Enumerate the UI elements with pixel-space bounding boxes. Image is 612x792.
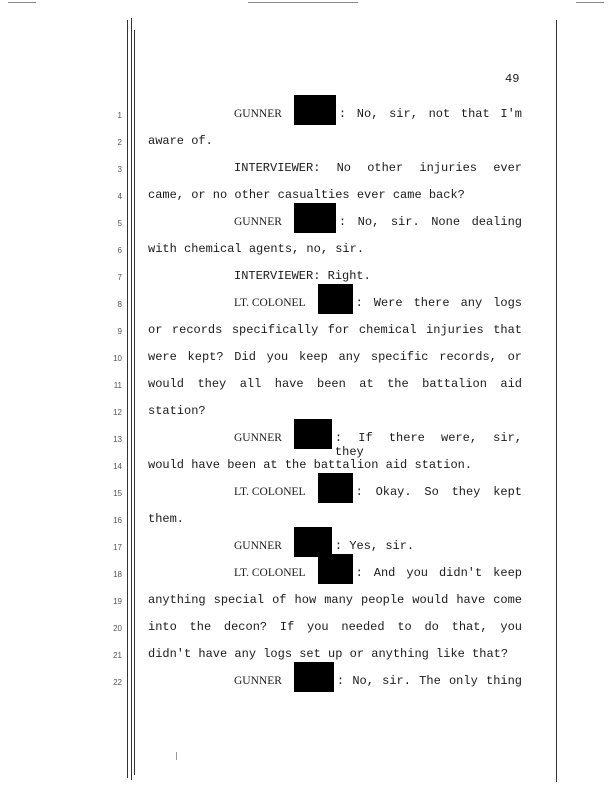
scan-top-mark-right — [576, 2, 604, 3]
redaction-box — [294, 203, 336, 233]
transcript-line: them. — [148, 512, 185, 526]
left-margin-rule-2 — [131, 18, 132, 780]
line-number: 12 — [113, 408, 122, 417]
transcript-line: didn't have any logs set up or anything like that? — [148, 647, 509, 661]
speaker-label: GUNNER — [234, 108, 282, 120]
speaker-label: LT. COLONEL — [234, 297, 306, 309]
line-number: 11 — [113, 381, 122, 390]
transcript-line — [148, 296, 522, 314]
speaker-label: GUNNER — [234, 432, 282, 444]
line-number: 6 — [117, 246, 122, 255]
line-text: : And you didn't keep — [355, 566, 522, 580]
transcript-line: into the decon? If you needed to do that, you — [148, 620, 522, 634]
page-number: 49 — [505, 72, 520, 86]
transcript-line — [148, 107, 522, 125]
transcript-line — [148, 215, 522, 233]
transcript-line: INTERVIEWER: Right. — [234, 269, 371, 283]
line-number: 22 — [113, 678, 122, 687]
line-text: : No, sir. The only thing — [336, 674, 522, 688]
transcript-line — [148, 485, 522, 503]
transcript-line: INTERVIEWER: No other injuries ever — [234, 161, 522, 175]
transcript-line — [148, 566, 522, 584]
redaction-box — [318, 284, 353, 314]
speaker-label: LT. COLONEL — [234, 486, 306, 498]
line-number: 9 — [117, 327, 122, 336]
speaker-label: LT. COLONEL — [234, 567, 306, 579]
line-number: 13 — [113, 435, 122, 444]
line-number: 7 — [117, 273, 122, 282]
line-number: 2 — [117, 138, 122, 147]
redaction-box — [294, 662, 334, 692]
line-number: 18 — [113, 570, 122, 579]
line-number: 20 — [113, 624, 122, 633]
line-number: 15 — [113, 489, 122, 498]
line-number: 21 — [113, 651, 122, 660]
line-number: 5 — [117, 219, 122, 228]
transcript-line: would have been at the battalion aid station. — [148, 458, 473, 472]
redaction-box — [318, 554, 353, 584]
line-number: 4 — [117, 192, 122, 201]
transcript-line: were kept? Did you keep any specific records, or — [148, 350, 522, 364]
redaction-box — [294, 95, 336, 125]
transcript-line — [148, 674, 522, 692]
speaker-label: GUNNER — [234, 675, 282, 687]
scan-top-mark-center — [248, 2, 358, 3]
line-text: : Yes, sir. — [334, 539, 415, 553]
left-margin-rule-1 — [127, 20, 128, 778]
line-text: : No, sir. None dealing — [338, 215, 522, 229]
redaction-box — [318, 473, 353, 503]
line-number: 16 — [113, 516, 122, 525]
redaction-box — [294, 527, 332, 557]
line-number: 3 — [117, 165, 122, 174]
transcript-line: or records specifically for chemical injuries that — [148, 323, 522, 337]
transcript-line: station? — [148, 404, 206, 418]
line-text: : If there were, sir, they — [334, 431, 522, 459]
transcript-line: aware of. — [148, 134, 213, 148]
transcript-line: would they all have been at the battalion aid — [148, 377, 522, 391]
line-number: 1 — [117, 111, 122, 120]
line-number: 8 — [117, 300, 122, 309]
speaker-label: GUNNER — [234, 216, 282, 228]
line-text: : No, sir, not that I'm — [338, 107, 522, 121]
line-number: 14 — [113, 462, 122, 471]
speaker-label: GUNNER — [234, 540, 282, 552]
scan-top-mark-left — [8, 2, 36, 3]
line-text: : Were there any logs — [355, 296, 522, 310]
line-text: : Okay. So they kept — [355, 485, 522, 499]
line-number: 19 — [113, 597, 122, 606]
transcript-line: with chemical agents, no, sir. — [148, 242, 365, 256]
left-margin-rule-3 — [134, 30, 135, 775]
right-margin-rule — [556, 20, 557, 782]
transcript-line: anything special of how many people would have come — [148, 593, 522, 607]
line-number: 17 — [113, 543, 122, 552]
redaction-box — [294, 419, 332, 449]
transcript-line — [148, 431, 522, 459]
transcript-line: came, or no other casualties ever came back? — [148, 188, 465, 202]
scan-speck — [176, 752, 177, 760]
line-number: 10 — [113, 354, 122, 363]
